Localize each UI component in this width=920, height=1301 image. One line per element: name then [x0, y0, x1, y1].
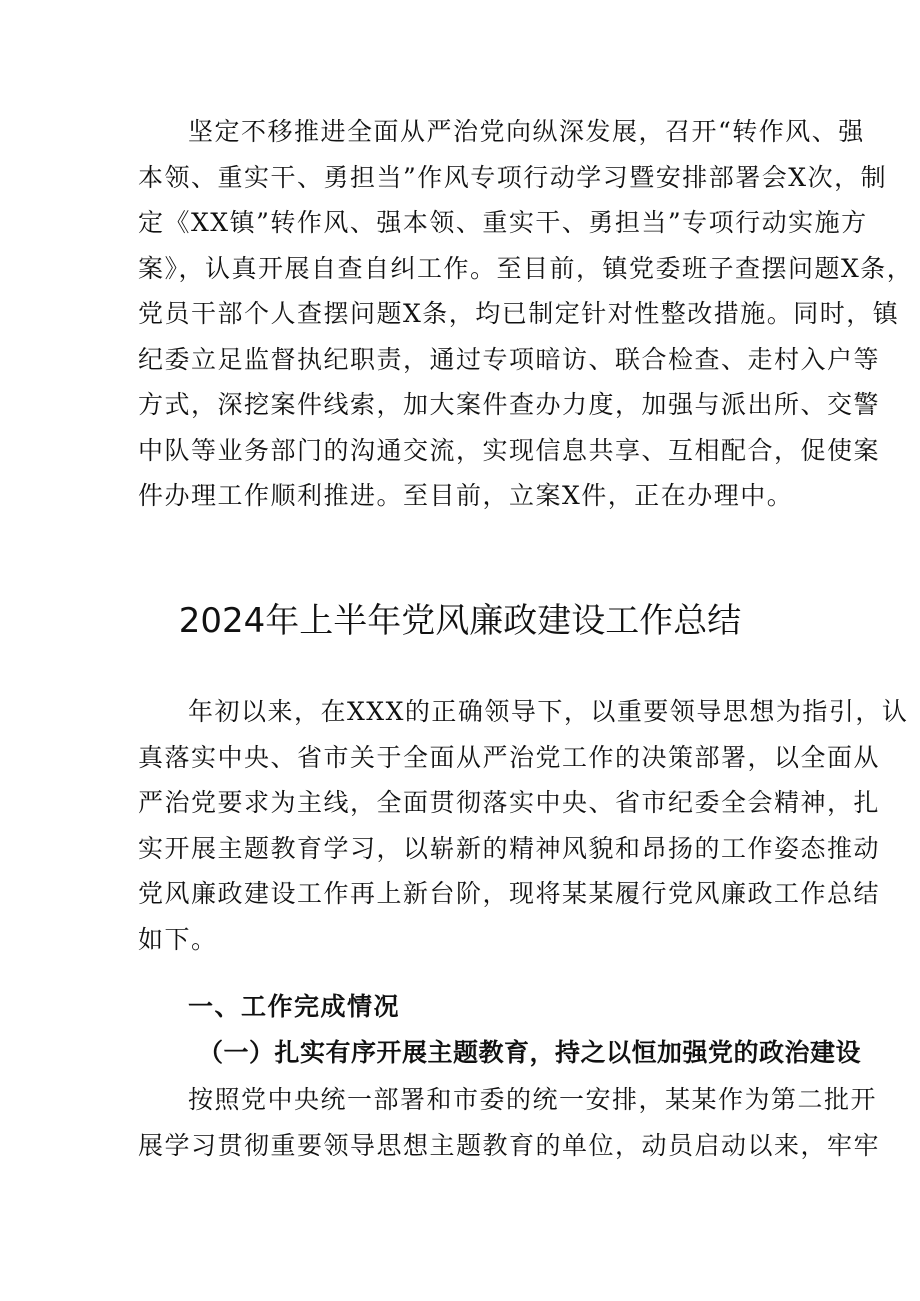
paragraph-line: 展学习贯彻重要领导思想主题教育的单位，动员启动以来，牢牢 — [138, 1130, 881, 1160]
paragraph-line: 方式，深挖案件线索，加大案件查办力度，加强与派出所、交警 — [138, 390, 881, 419]
paragraph-line: 党风廉政建设工作再上新台阶，现将某某履行党风廉政工作总结 — [138, 879, 881, 908]
subsection-heading: （一）扎实有序开展主题教育，持之以恒加强党的政治建设 — [198, 1038, 862, 1067]
paragraph-line: 如下。 — [138, 924, 218, 954]
paragraph-line: 中队等业务部门的沟通交流，实现信息共享、互相配合，促使案 — [138, 435, 881, 465]
paragraph-line: 年初以来，在XXX的正确领导下，以重要领导思想为指引，认 — [188, 697, 909, 726]
paragraph-line: 按照党中央统一部署和市委的统一安排，某某作为第二批开 — [188, 1085, 878, 1114]
paragraph-line: 件办理工作顺利推进。至目前，立案X件，正在办理中。 — [138, 481, 794, 510]
paragraph-line: 坚定不移推进全面从严治党向纵深发展，召开“转作风、强 — [188, 117, 865, 146]
paragraph-line: 案》，认真开展自查自纠工作。至目前，镇党委班子查摆问题X条， — [138, 253, 914, 283]
paragraph-line: 实开展主题教育学习，以崭新的精神风貌和昂扬的工作姿态推动 — [138, 833, 881, 863]
paragraph-line: 党员干部个人查摆问题X条，均已制定针对性整改措施。同时，镇 — [138, 299, 900, 328]
paragraph-line: 纪委立足监督执纪职责，通过专项暗访、联合检查、走村入户等 — [138, 344, 881, 374]
opening-paragraph — [138, 689, 909, 962]
intro-paragraph — [138, 109, 914, 519]
paragraph-line: 真落实中央、省市关于全面从严治党工作的决策部署，以全面从 — [138, 742, 881, 772]
paragraph-line: 定《XX镇”转作风、强本领、重实干、勇担当”专项行动实施方 — [138, 208, 868, 237]
document-title: 2024年上半年党风廉政建设工作总结 — [178, 601, 742, 641]
paragraph-line: 本领、重实干、勇担当”作风专项行动学习暨安排部署会X次，制 — [138, 162, 888, 192]
section-heading: 一、工作完成情况 — [188, 992, 401, 1021]
body-paragraph — [138, 1077, 881, 1168]
paragraph-line: 严治党要求为主线，全面贯彻落实中央、省市纪委全会精神，扎 — [138, 788, 881, 817]
